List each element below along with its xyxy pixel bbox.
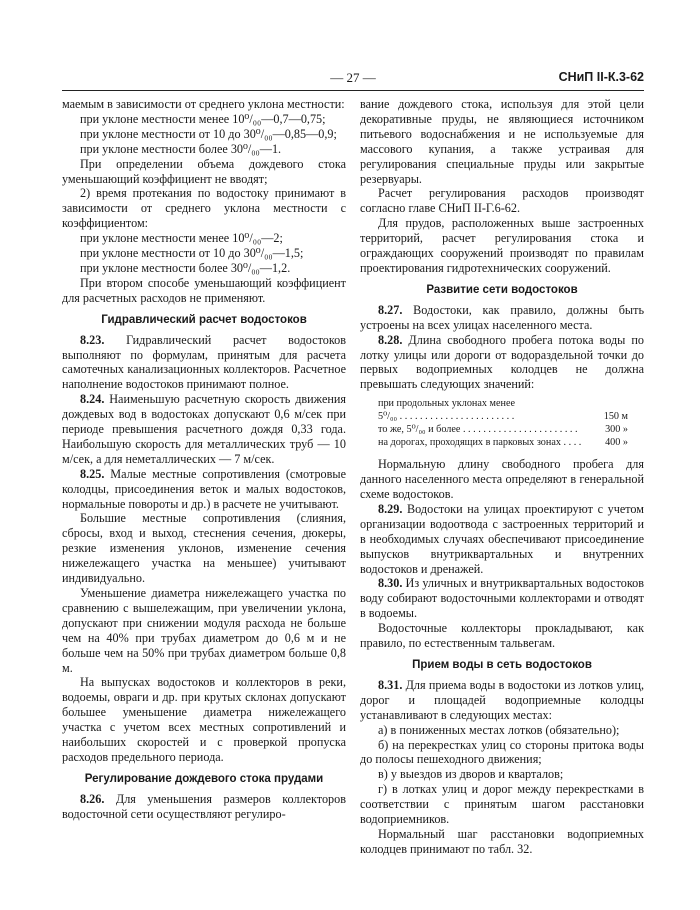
clause-8-29 (360, 502, 644, 577)
run-length-table (378, 397, 628, 449)
paragraph: маемым в зависимости от среднего уклона местности: (62, 97, 345, 111)
paragraph: вание дождевого стока, используя для этой цели декоративные пруды, не являющиеся источником питьевого водоснабжения и не используемые для массового купания, а также устраивая для регулирования специальные пруды или закрытые резервуары. (360, 97, 644, 186)
table-value: 400 » (582, 436, 628, 449)
clause-8-23 (62, 333, 346, 393)
clause-text: Для приема воды в водостоки из лотков улиц, дорог и площадей водоприемные колодцы устанавливают в следующих местах: (360, 677, 645, 722)
clause-text: Длина свободного пробега потока воды по лотку улицы или дороги от водораздельной точки до первых водоприемных колодцев не должна превышать следующих значений: (360, 332, 645, 392)
paragraph: при уклоне местности менее 10⁰/₀₀—2; (80, 231, 283, 246)
paragraph: Большие местные сопротивления (слияния, сбросы, вход и выход, стеснения сечения, дюкеры, резкие изменения уклонов, изменение сечения нижележащего участка на меньшее) учитывают индивидуально. (62, 511, 346, 586)
clause-number: 8.28. (378, 332, 403, 347)
paragraph: Уменьшение диаметра нижележащего участка по сравнению с вышележащим, при увеличении уклона, допускают при снижении модуля расхода не больше чем на 40% при трубах диаметром до 0,6 м и не больше чем на 50% при трубах диаметром больше 0,8 м. (62, 586, 346, 675)
clause-number: 8.30. (378, 576, 403, 591)
clause-text: Водостоки на улицах проектируют с учетом организации водоотвода с застроенных территорий и в необходимых случаях обеспечивают присоединение выпусков внутриквартальных и внутренних водостоков и дренажей. (360, 501, 645, 576)
paragraph: При определении объема дождевого стока уменьшающий коэффициент не вводят; (62, 156, 346, 186)
paragraph: при уклоне местности от 10 до 30⁰/₀₀—0,85—0,9; (80, 126, 337, 141)
document-code: СНиП II-К.3-62 (558, 70, 644, 84)
clause-text: Наименьшую расчетную скорость движения дождевых вод в водостоках допускают 0,6 м/сек при периоде превышения расчетного дождя 0,33 года. Наибольшую скорость для металлических труб — 10 м/сек, а для неметаллических — 7 м/сек. (62, 392, 346, 466)
list-item: а) в пониженных местах лотков (обязательно); (378, 722, 620, 737)
page-number: — 27 — (330, 70, 376, 85)
table-label: на дорогах, проходящих в парковых зонах . . . (378, 436, 582, 449)
table-label: то же, 5⁰/₀₀ и более . . . (378, 423, 582, 436)
section-heading-ponds: Регулирование дождевого стока прудами (84, 772, 324, 785)
left-column (62, 97, 346, 822)
table-row (378, 436, 628, 449)
clause-8-26 (62, 792, 346, 822)
section-heading-hydraulic: Гидравлический расчет водостоков (101, 313, 307, 326)
clause-text: Для уменьшения размеров коллекторов водосточной сети осуществляют регулиро- (62, 791, 346, 821)
page-header (62, 70, 644, 90)
clause-8-27 (360, 303, 644, 333)
clause-number: 8.26. (80, 791, 105, 806)
list-item: б) на перекрестках улиц со стороны притока воды до полосы пешеходного движения; (360, 737, 644, 767)
table-label: 5⁰/₀₀ . . . (378, 410, 582, 423)
clause-number: 8.23. (80, 332, 105, 347)
table-value: 150 м (582, 410, 628, 423)
paragraph: Для прудов, расположенных выше застроенных территорий, расчет регулирования стока и ограждающих сооружений производят по правилам проектирования гидротехнических сооружений. (360, 216, 644, 275)
table-value: 300 » (582, 423, 628, 436)
clause-8-31 (360, 678, 644, 723)
paragraph: Водосточные коллекторы прокладывают, как правило, по естественным тальвегам. (360, 621, 644, 651)
list-item: г) в лотках улиц и дорог между перекрестками в соответствии с принятым шагом расстановки водоприемников. (360, 782, 644, 827)
clause-number: 8.24. (80, 392, 105, 407)
list-item: в) у выездов из дворов и кварталов; (378, 767, 564, 782)
paragraph: Расчет регулирования расходов производят согласно главе СНиП II-Г.6-62. (360, 186, 644, 216)
table-row-head: при продольных уклонах менее (378, 398, 515, 410)
header-rule (62, 90, 644, 91)
paragraph: На выпусках водостоков и коллекторов в реки, водоемы, овраги и др. при крутых склонах допускают большее уменьшение диаметра нижележащего участка с учетом всех местных сопротивлений и наибольших скоростей и с проверкой пропуска расходов предельного периода. (62, 675, 346, 764)
clause-number: 8.31. (378, 677, 403, 692)
clause-8-28 (360, 333, 644, 393)
clause-text: Из уличных и внутриквартальных водостоков воду собирают водосточными коллекторами и отводят в водоемы. (360, 576, 645, 621)
clause-text: Гидравлический расчет водостоков выполняют по формулам, принятым для расчета самотечных канализационных коллекторов. Расчетное наполнение водостоков принимают полное. (62, 332, 347, 392)
paragraph: при уклоне местности менее 10⁰/₀₀—0,7—0,75; (80, 111, 326, 126)
paragraph: Нормальный шаг расстановки водоприемных колодцев принимают по табл. 32. (360, 826, 644, 856)
table-row (378, 423, 628, 436)
clause-8-25 (62, 467, 346, 512)
paragraph: 2) время протекания по водостоку принимают в зависимости от среднего уклона местности с коэффициентом: (62, 186, 346, 231)
clause-text: Малые местные сопротивления (смотровые колодцы, присоединения веток и малых водостоков, нормальные повороты и др.) в расчете не учитывают. (62, 466, 347, 511)
clause-8-24 (62, 392, 346, 467)
table-row (378, 410, 628, 423)
paragraph: при уклоне местности более 30⁰/₀₀—1,2. (80, 260, 291, 275)
clause-text: Водостоки, как правило, должны быть устроены на всех улицах населенного места. (360, 302, 645, 332)
paragraph: при уклоне местности от 10 до 30⁰/₀₀—1,5; (80, 246, 304, 261)
paragraph: при уклоне местности более 30⁰/₀₀—1. (80, 141, 282, 156)
clause-8-30 (360, 576, 644, 621)
clause-number: 8.25. (80, 466, 105, 481)
paragraph: Нормальную длину свободного пробега для данного населенного места определяют в генеральной схеме водостоков. (360, 457, 644, 502)
right-column (360, 97, 644, 857)
section-heading-network: Развитие сети водостоков (426, 283, 578, 296)
paragraph: При втором способе уменьшающий коэффициент для расчетных расходов не применяют. (62, 275, 346, 305)
clause-number: 8.29. (378, 501, 403, 516)
section-heading-intake: Прием воды в сеть водостоков (412, 659, 592, 671)
clause-number: 8.27. (378, 302, 403, 317)
